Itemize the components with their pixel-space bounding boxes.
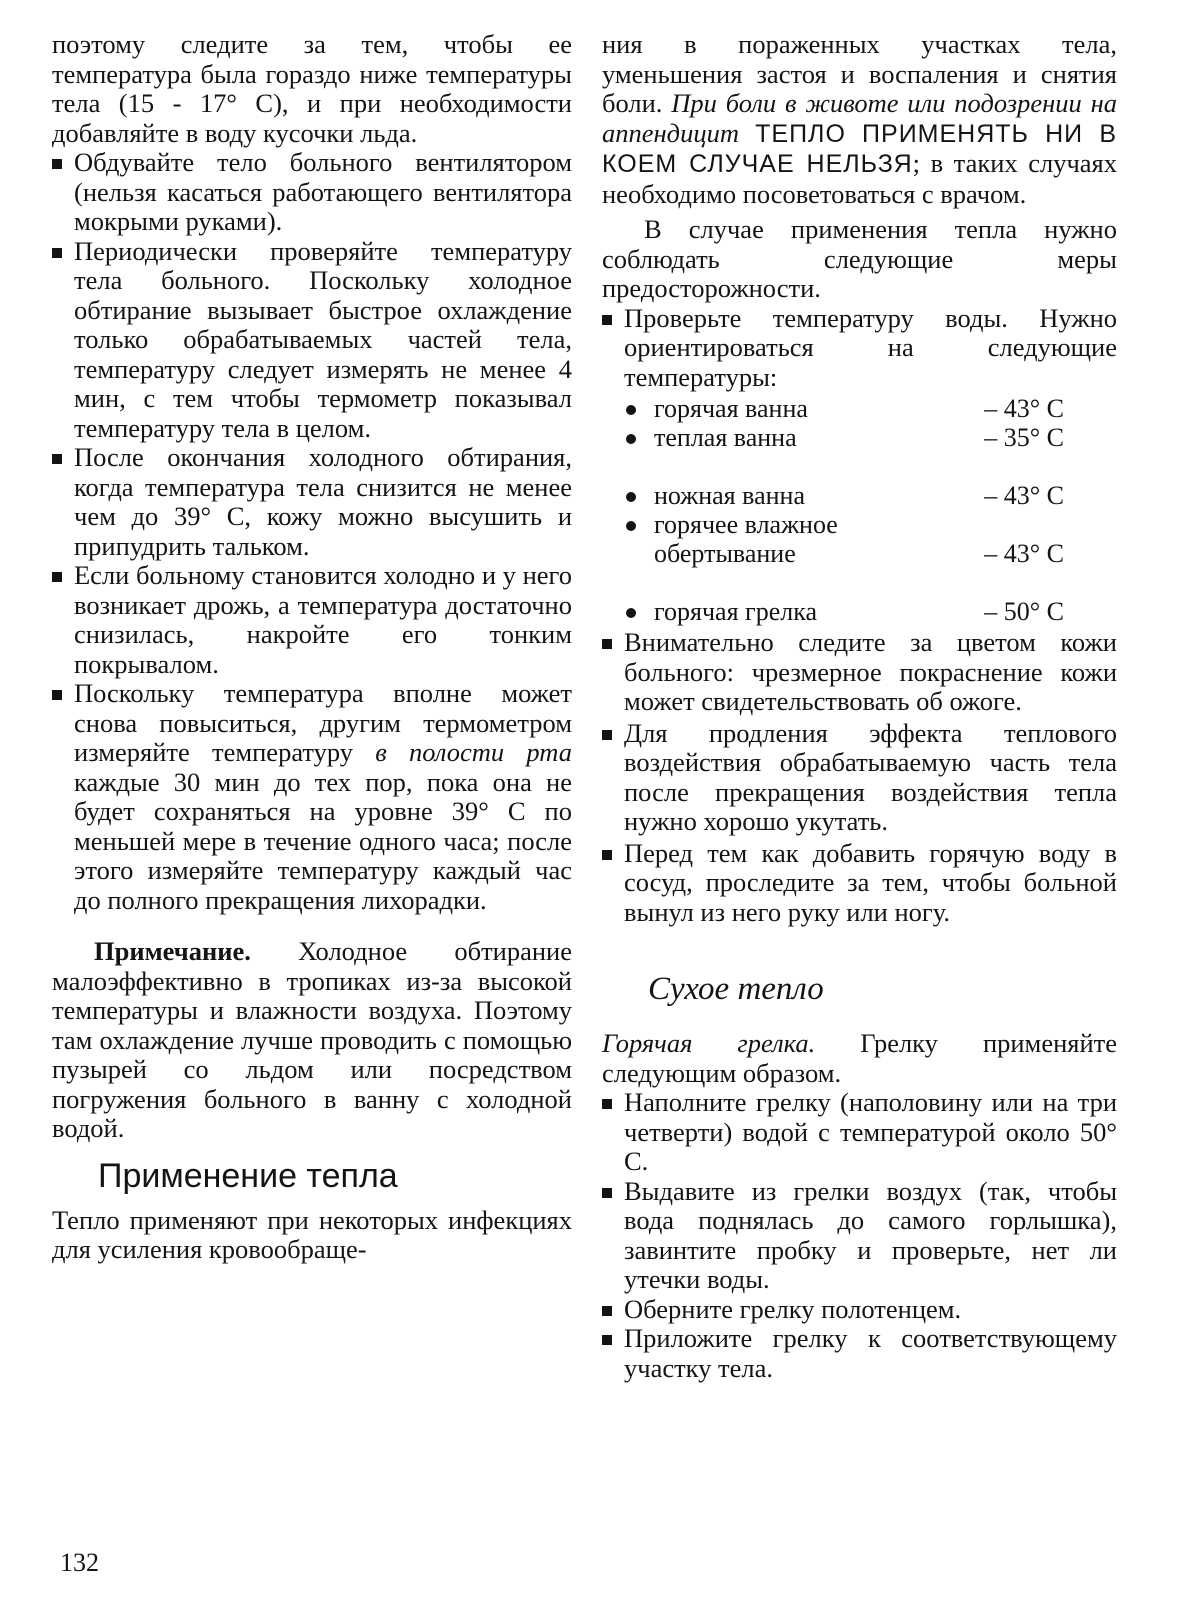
list-item: Для продления эффекта теплового воздействия обрабатываемую часть тела после прекращения воздействия тепла нужно хорошо укутать. xyxy=(602,719,1117,837)
warning-caps: ТЕПЛО ПРИМЕНЯТЬ НИ В КОЕМ СЛУЧАЕ НЕЛЬЗЯ xyxy=(602,119,1117,178)
list-item: Проверьте температуру воды. Нужно ориентироваться на следующие температуры: горячая ванна – 43° С теплая ванна – 35° С ножная ванна – 43° С горячее влажное обертывание – 43° С горячая грелка – 50° С xyxy=(602,304,1117,627)
list-item: Если больному становится холодно и у него возникает дрожь, а температура достаточно снизилась, накройте его тонким покрывалом. xyxy=(52,561,572,679)
page-number: 132 xyxy=(60,1548,99,1577)
right-column xyxy=(602,30,1117,1383)
square-bullet-icon xyxy=(52,690,62,700)
table-row: горячая ванна – 43° С xyxy=(624,394,1064,423)
list-item: Выдавите из грелки воздух (так, чтобы вода поднялась до самого горлышка), завинтите пробку и проверьте, нет ли утечки воды. xyxy=(602,1177,1117,1295)
list-item: После окончания холодного обтирания, когда температура тела снизится не менее чем до 39° С, кожу можно высушить и припудрить тальком. xyxy=(52,443,572,561)
square-bullet-icon xyxy=(602,315,612,325)
left-column xyxy=(52,30,572,1265)
paragraph-continuation: поэтому следите за тем, чтобы ее температура была гораздо ниже температуры тела (15 - 17° С), и при необходимости добавляйте в воду кусочки льда. xyxy=(52,29,572,148)
list-item: Наполните грелку (наполовину или на три четверти) водой с температурой около 50° С. xyxy=(602,1088,1117,1177)
section-heading: Применение тепла xyxy=(98,1156,398,1195)
square-bullet-icon xyxy=(602,1306,612,1316)
square-bullet-icon xyxy=(602,730,612,740)
round-bullet-icon xyxy=(626,405,636,415)
section-intro: Тепло применяют при некоторых инфекциях для усиления кровообраще- xyxy=(52,1204,572,1264)
list-item: Перед тем как добавить горячую воду в сосуд, проследите за тем, чтобы больной вынул из него руку или ногу. xyxy=(602,839,1117,928)
table-row: горячая грелка – 50° С xyxy=(624,597,1064,626)
round-bullet-icon xyxy=(626,492,636,502)
precautions-paragraph: В случае применения тепла нужно соблюдать следующие меры предосторожности. xyxy=(602,214,1117,303)
hot-water-bottle-label: Горячая грелка. xyxy=(602,1028,816,1058)
round-bullet-icon xyxy=(626,608,636,618)
list-item: Оберните грелку полотенцем. xyxy=(602,1295,1117,1325)
hot-water-bottle-bullet-list xyxy=(602,1088,1117,1383)
square-bullet-icon xyxy=(52,159,62,169)
table-row: теплая ванна – 35° С xyxy=(624,423,1064,452)
list-item: Поскольку температура вполне может снова повыситься, другим термометром измеряйте температуру в полости рта каждые 30 мин до тех пор, пока она не будет сохраняться на уровне 39° С по меньшей мере в течение одного часа; после этого измеряйте температуру каждый час до полного прекращения лихорадки. xyxy=(52,679,572,915)
list-item: Приложите грелку к соответствующему участку тела. xyxy=(602,1324,1117,1383)
square-bullet-icon xyxy=(602,1335,612,1345)
table-row: ножная ванна – 43° С xyxy=(624,481,1064,510)
temperature-table xyxy=(624,394,1064,626)
cooling-bullet-list xyxy=(52,148,572,915)
table-row: обертывание – 43° С xyxy=(654,539,1064,568)
hot-water-bottle-paragraph: Горячая грелка. Грелку применяйте следующим образом. xyxy=(602,1028,1117,1088)
round-bullet-icon xyxy=(626,521,636,531)
square-bullet-icon xyxy=(602,639,612,649)
square-bullet-icon xyxy=(602,1099,612,1109)
table-row: горячее влажное xyxy=(624,510,1064,539)
list-item: Периодически проверяйте температуру тела больного. Поскольку холодное обтирание вызывает быстрое охлаждение только обрабатываемых частей тела, температуру следует измерять не менее 4 мин, с тем чтобы термометр показывал температуру тела в целом. xyxy=(52,237,572,444)
square-bullet-icon xyxy=(52,248,62,258)
precaution-bullet-list xyxy=(602,304,1117,928)
list-item: Обдувайте тело больного вентилятором (нельзя касаться работающего вентилятора мокрыми руками). xyxy=(52,148,572,237)
note-label: Примечание. xyxy=(94,936,251,966)
round-bullet-icon xyxy=(626,434,636,444)
note-paragraph: Примечание. Холодное обтирание малоэффективно в тропиках из-за высокой температуры и влажности воздуха. Поэтому там охлаждение лучше проводить с помощью пузырей со льдом или посредством погружения больного в ванну с холодной водой. xyxy=(52,936,572,1143)
square-bullet-icon xyxy=(52,454,62,464)
square-bullet-icon xyxy=(52,572,62,582)
paragraph-continuation: ния в пораженных участках тела, уменьшения застоя и воспаления и снятия боли. При боли в животе или подозрении на аппендицит ТЕПЛО ПРИМЕНЯТЬ НИ В КОЕМ СЛУЧАЕ НЕЛЬЗЯ; в таких случаях необходимо посоветоваться с врачом. xyxy=(602,29,1117,209)
subsection-heading: Сухое тепло xyxy=(648,971,824,1007)
list-item: Внимательно следите за цветом кожи больного: чрезмерное покраснение кожи может свидетельствовать об ожоге. xyxy=(602,628,1117,717)
square-bullet-icon xyxy=(602,850,612,860)
square-bullet-icon xyxy=(602,1188,612,1198)
